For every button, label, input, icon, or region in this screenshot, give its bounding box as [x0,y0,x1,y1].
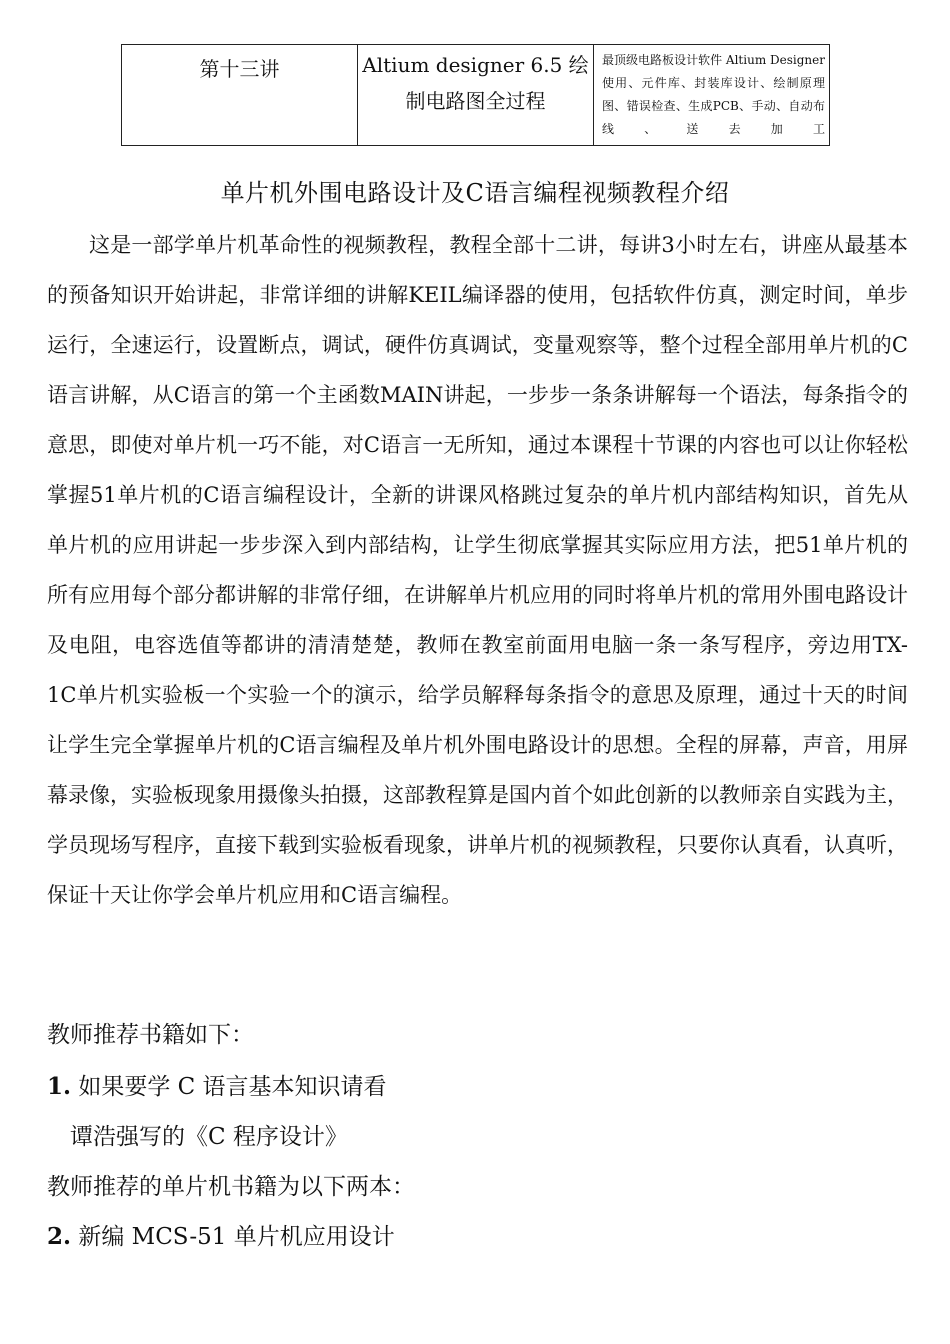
course-table [121,44,830,146]
lecture-number-cell: 第十三讲 [122,45,358,145]
item-2-text: 新编 MCS-51 单片机应用设计 [78,1224,395,1250]
lecture-description-cell: 最顶级电路板设计软件 Altium Designer 使用、元件库、封装库设计、绘制原理图、错误检查、生成PCB、手动、自动布线、送去加工 [602,53,825,136]
intro-paragraph: 这是一部学单片机革命性的视频教程，教程全部十二讲，每讲3小时左右，讲座从最基本的预备知识开始讲起，非常详细的讲解KEIL编译器的使用，包括软件仿真，测定时间，单步运行，全速运行，设置断点，调试，硬件仿真调试，变量观察等，整个过程全部用单片机的C语言讲解，从C语言的第一个主函数MAIN讲起，一步步一条条讲解每一个语法，每条指令的意思，即使对单片机一巧不能，对C语言一无所知，通过本课程十节课的内容也可以让你轻松掌握51单片机的C语言编程设计，全新的讲课风格跳过复杂的单片机内部结构知识，首先从单片机的应用讲起一步步深入到内部结构，让学生彻底掌握其实际应用方法，把51单片机的所有应用每个部分都讲解的非常仔细，在讲解单片机应用的同时将单片机的常用外围电路设计及电阻，电容选值等都讲的清清楚楚，教师在教室前面用电脑一条一条写程序，旁边用TX-1C单片机实验板一个实验一个的演示，给学员解释每条指令的意思及原理，通过十天的时间让学生完全掌握单片机的C语言编程及单片机外围电路设计的思想。全程的屏幕，声音，用屏幕录像，实验板现象用摄像头拍摄，这部教程算是国内首个如此创新的以教师亲自实践为主，学员现场写程序，直接下载到实验板看现象，讲单片机的视频教程，只要你认真看，认真听，保证十天让你学会单片机应用和C语言编程。 [47,233,908,907]
recommend-item-1 [47,1068,387,1101]
recommend-subheading: 教师推荐的单片机书籍为以下两本： [47,1174,415,1200]
lecture-title-cell: Altium designer 6.5 绘制电路图全过程 [358,45,594,145]
page-title: 单片机外围电路设计及C语言编程视频教程介绍 [220,179,730,207]
item-2-number: 2. [47,1223,72,1250]
item-1-text: 如果要学 C 语言基本知识请看 [78,1074,387,1100]
recommend-book-1: 谭浩强写的《C 程序设计》 [70,1124,348,1150]
recommend-heading: 教师推荐书籍如下： [47,1022,254,1048]
recommend-item-2 [47,1218,395,1251]
item-1-number: 1. [47,1073,72,1100]
